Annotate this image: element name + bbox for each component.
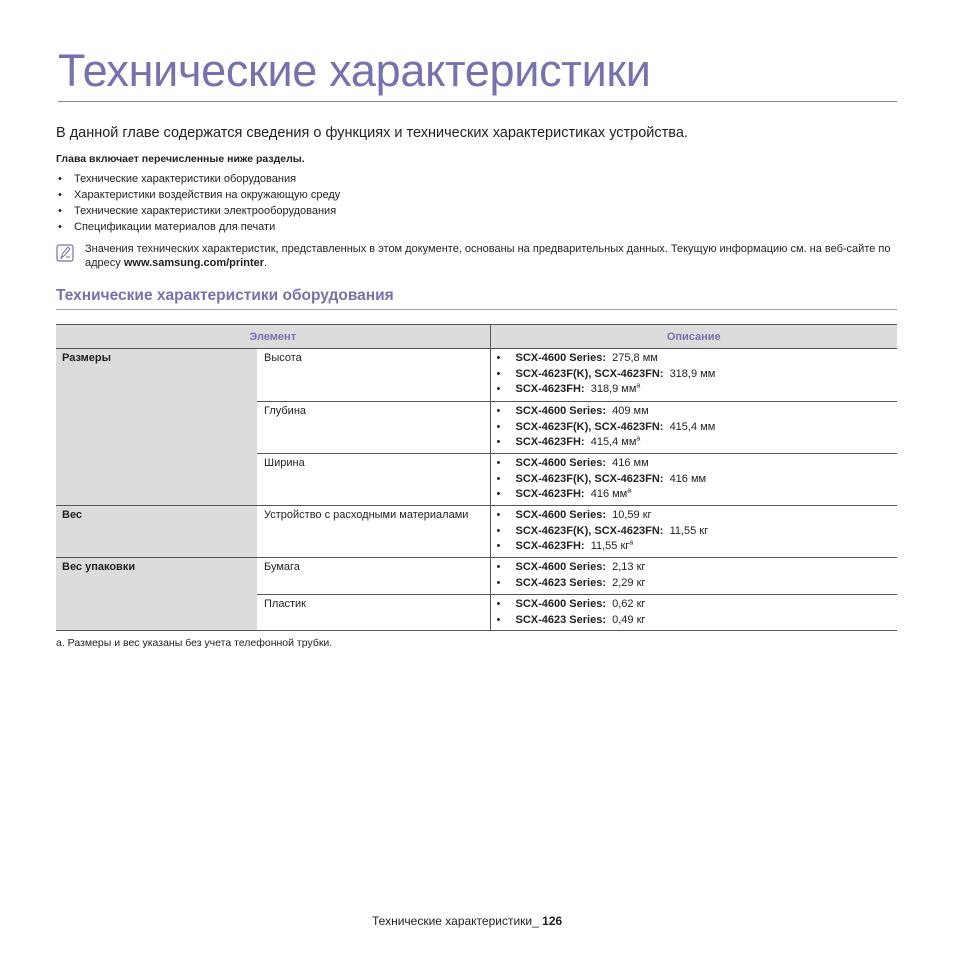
list-item: • Технические характеристики электрооборудования xyxy=(58,205,337,217)
note-pencil-icon xyxy=(56,244,74,262)
description-cell xyxy=(490,402,897,454)
list-item: • SCX-4600 Series: 275,8 мм xyxy=(496,352,658,364)
section-divider xyxy=(56,309,897,310)
subcategory-cell: Пластик xyxy=(257,595,490,631)
title-divider xyxy=(58,101,897,102)
subcategory-cell: Бумага xyxy=(257,558,490,595)
category-cell: Вес xyxy=(56,506,257,558)
description-cell xyxy=(490,558,897,595)
description-cell xyxy=(490,454,897,506)
subcategory-cell: Высота xyxy=(257,349,490,402)
list-item: • SCX-4600 Series: 416 мм xyxy=(496,457,649,469)
list-item: • SCX-4623 Series: 0,49 кг xyxy=(496,613,646,626)
list-item: • Технические характеристики оборудования xyxy=(58,173,297,185)
header-description: Описание xyxy=(490,325,897,349)
note-text: Значения технических характеристик, представленных в этом документе, основаны на предварительных данных. Текущую информацию см. на веб-сайте по адресу www.samsung.com/printer. xyxy=(85,243,891,269)
footer-label: Технические характеристики_ xyxy=(372,914,539,928)
page-footer xyxy=(372,914,562,928)
description-cell xyxy=(490,506,897,558)
table-header-row xyxy=(56,325,897,349)
list-item: • SCX-4600 Series: 0,62 кг xyxy=(496,598,646,610)
list-item: • SCX-4623F(K), SCX-4623FN: 318,9 мм xyxy=(496,367,716,380)
subcategory-cell: Глубина xyxy=(257,402,490,454)
list-item: • SCX-4623FH: 318,9 $мм^a$ xyxy=(496,382,641,396)
bullet-icon: • xyxy=(58,173,62,185)
list-item: • SCX-4600 Series: 2,13 кг xyxy=(496,561,646,573)
subcategory-cell: Устройство с расходными материалами xyxy=(257,506,490,558)
list-item: • SCX-4623F(K), SCX-4623FN: 11,55 кг xyxy=(496,524,709,537)
category-cell: Размеры xyxy=(56,349,257,506)
intro-text: В данной главе содержатся сведения о функциях и технических характеристиках устройства. xyxy=(56,125,688,141)
bullet-icon: • xyxy=(58,189,62,201)
bullet-icon: • xyxy=(58,221,62,233)
list-item: • Характеристики воздействия на окружающую среду xyxy=(58,189,341,201)
footnote: a. Размеры и вес указаны без учета телефонной трубки. xyxy=(56,637,333,649)
list-item: • SCX-4623FH: 416 $мм^a$ xyxy=(496,487,632,501)
category-cell: Вес упаковки xyxy=(56,558,257,631)
list-item: • SCX-4623F(K), SCX-4623FN: 416 мм xyxy=(496,472,707,485)
description-cell xyxy=(490,595,897,631)
list-item: • SCX-4623F(K), SCX-4623FN: 415,4 мм xyxy=(496,420,716,433)
section-list xyxy=(56,171,340,235)
list-item: • SCX-4623 Series: 2,29 кг xyxy=(496,576,646,589)
description-cell xyxy=(490,349,897,402)
chapter-label: Глава включает перечисленные ниже разделы. xyxy=(56,153,305,165)
list-item: • SCX-4623FH: 11,55 $кг^a$ xyxy=(496,539,634,553)
website-link[interactable]: www.samsung.com/printer xyxy=(123,257,265,269)
page-number: 126 xyxy=(542,914,563,928)
list-item: • SCX-4600 Series: 10,59 кг xyxy=(496,509,652,521)
table-row xyxy=(56,558,897,595)
list-item: • SCX-4623FH: 415,4 $мм^a$ xyxy=(496,435,641,449)
list-item: • SCX-4600 Series: 409 мм xyxy=(496,405,649,417)
subcategory-cell: Ширина xyxy=(257,454,490,506)
bullet-icon: • xyxy=(58,205,62,217)
table-row xyxy=(56,506,897,558)
section-heading: Технические характеристики оборудования xyxy=(56,287,394,304)
header-element: Элемент xyxy=(56,325,490,349)
specs-table xyxy=(56,324,897,631)
list-item: • Спецификации материалов для печати xyxy=(58,221,276,233)
table-row xyxy=(56,349,897,402)
page-title: Технические характеристики xyxy=(58,45,651,96)
